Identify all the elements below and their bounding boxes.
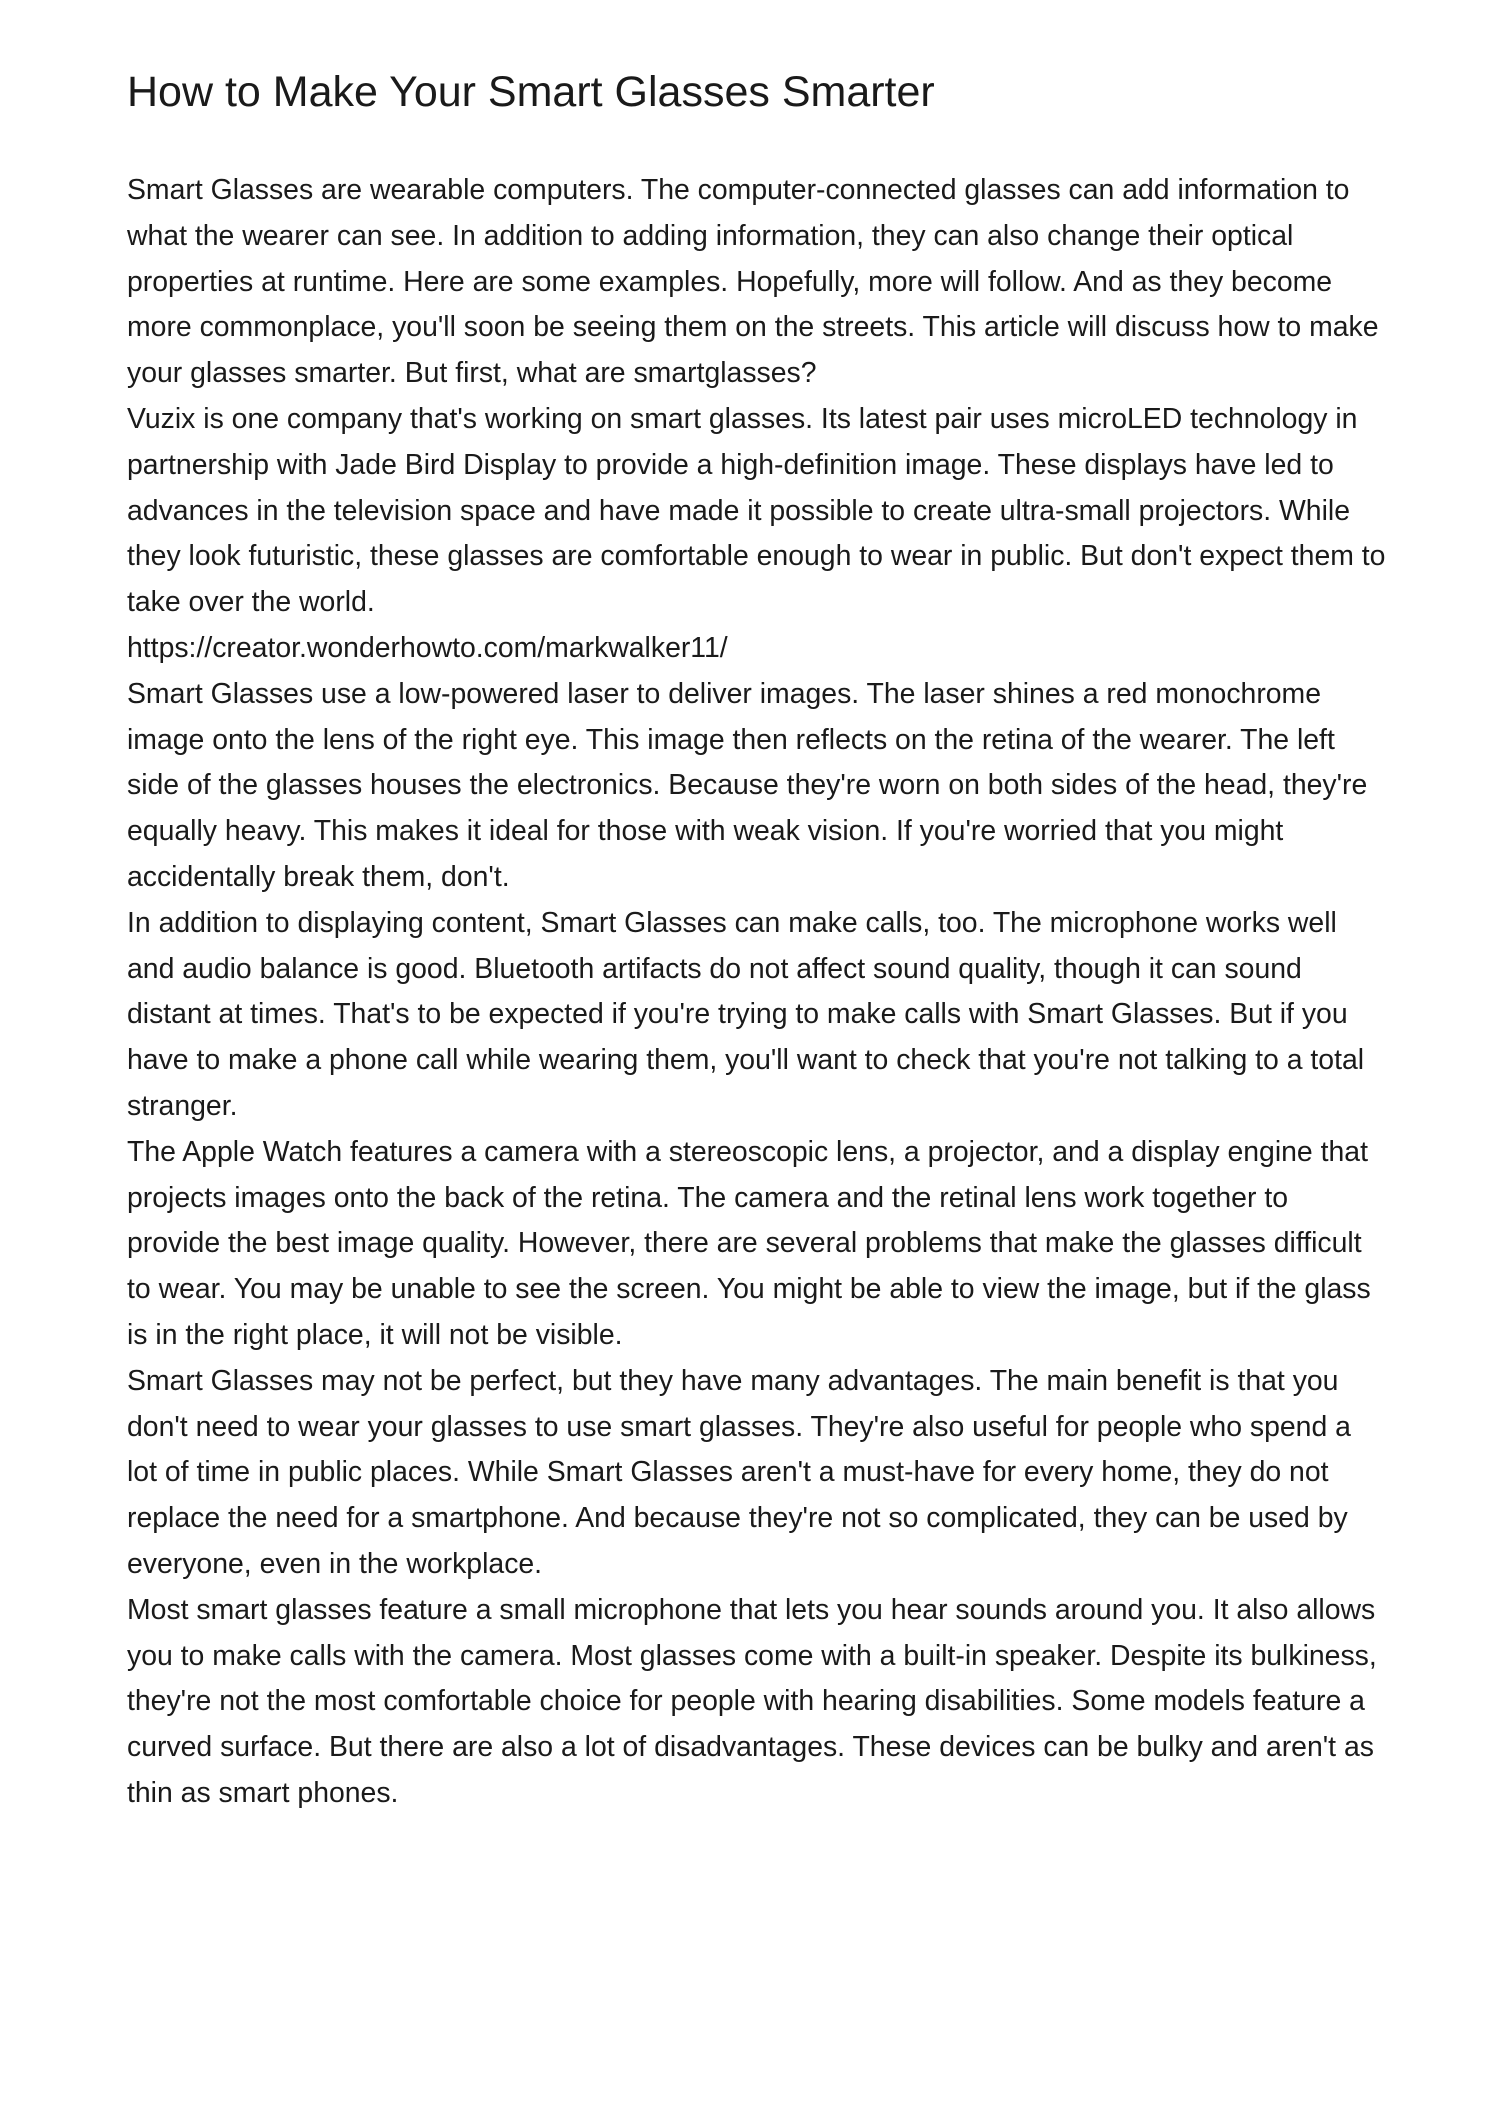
article-body bbox=[127, 168, 1387, 1817]
paragraph-advantages: Smart Glasses may not be perfect, but they have many advantages. The main benefit is that you don't need to wear your glasses to use smart glasses. They're also useful for people who spend a lot of time in public places. While Smart Glasses aren't a must-have for every home, they do not replace the need for a smartphone. And because they're not so complicated, they can be used by everyone, even in the workplace. bbox=[127, 1364, 1351, 1580]
paragraph-laser: Smart Glasses use a low-powered laser to deliver images. The laser shines a red monochrome image onto the lens of the right eye. This image then reflects on the retina of the wearer. The left side of the glasses houses the electronics. Because they're worn on both sides of the head, they're equally heavy. This makes it ideal for those with weak vision. If you're worried that you might accidentally break them, don't. bbox=[127, 677, 1368, 893]
paragraph-apple-watch: The Apple Watch features a camera with a stereoscopic lens, a projector, and a display engine that projects images onto the back of the retina. The camera and the retinal lens work together to provide the best image quality. However, there are several problems that make the glasses difficult to wear. You may be unable to see the screen. You might be able to view the image, but if the glass is in the right place, it will not be visible. bbox=[127, 1135, 1371, 1351]
paragraph-vuzix: Vuzix is one company that's working on smart glasses. Its latest pair uses microLED technology in partnership with Jade Bird Display to provide a high-definition image. These displays have led to advances in the television space and have made it possible to create ultra-small projectors. While they look futuristic, these glasses are comfortable enough to wear in public. But don't expect them to take over the world. bbox=[127, 402, 1386, 619]
document-page bbox=[127, 62, 1387, 1817]
paragraph-microphone: Most smart glasses feature a small microphone that lets you hear sounds around you. It also allows you to make calls with the camera. Most glasses come with a built-in speaker. Despite its bulkiness, they're not the most comfortable choice for people with hearing disabilities. Some models feature a curved surface. But there are also a lot of disadvantages. These devices can be bulky and aren't as thin as smart phones. bbox=[127, 1593, 1377, 1809]
paragraph-intro: Smart Glasses are wearable computers. The computer-connected glasses can add information to what the wearer can see. In addition to adding information, they can also change their optical properties at runtime. Here are some examples. Hopefully, more will follow. And as they become more commonplace, you'll soon be seeing them on the streets. This article will discuss how to make your glasses smarter. But first, what are smartglasses? bbox=[127, 174, 1379, 390]
page-title: How to Make Your Smart Glasses Smarter bbox=[127, 68, 935, 116]
source-link-anchor[interactable]: https://creator.wonderhowto.com/markwalker11/ bbox=[127, 631, 728, 664]
paragraph-calls: In addition to displaying content, Smart Glasses can make calls, too. The microphone works well and audio balance is good. Bluetooth artifacts do not affect sound quality, though it can sound distant at times. That's to be expected if you're trying to make calls with Smart Glasses. But if you have to make a phone call while wearing them, you'll want to check that you're not talking to a total stranger. bbox=[127, 906, 1365, 1122]
source-link[interactable] bbox=[127, 626, 1387, 672]
